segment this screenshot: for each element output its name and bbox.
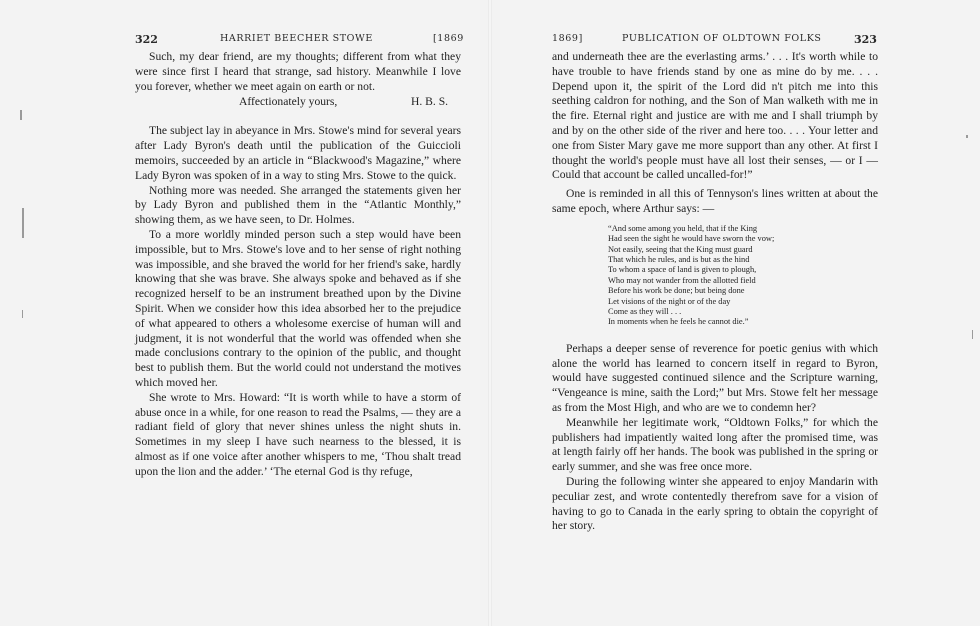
poem-line: That which he rules, and is but as the hind — [608, 254, 750, 264]
right-page-number: 323 — [854, 33, 877, 46]
signature-initials: H. B. S. — [411, 95, 449, 109]
scan-speck — [20, 110, 22, 120]
letter-continuation-paragraph: and underneath thee are the everlasting arms.’ . . . It's worth while to have trouble to have friends stand by one as mine do by me. . . . Depend upon it, the spirit of the Lord did n't pitch me into this seething caldron for nothing, and the Son of Man walketh with me in the fire. Eternal right and justice are with me and I shall triumph by and by on the other side of the river and here too. . . . Your letter and one from Sister Mary gave me more support than any other. At first I thought the world's people must have all lost their senses, — or I — Could that account be called uncalled-for!” — [552, 50, 878, 182]
body-paragraph: She wrote to Mrs. Howard: “It is worth while to have a storm of abuse once in a while, for one reason to read the Psalms, — they are a radiant field of glory that never shines unless the night shuts in. Sometimes in my sleep I have such nearness to the blessed, it is almost as if one voice after another whispers to me, ‘Thou shalt tread upon the lion and the adder.’ ‘The eternal God is thy refuge, — [135, 390, 461, 478]
body-paragraph: During the following winter she appeared to enjoy Mandarin with peculiar zest, and wrote contentedly therefrom save for a vision of having to go to Canada in the early spring to obtain the copyright of her story. — [552, 475, 878, 533]
poem-line: Had seen the sight he would have sworn the vow; — [608, 234, 775, 244]
scan-speck — [972, 330, 973, 339]
left-header-year: [1869 — [433, 33, 464, 44]
poem-line: In moments when he feels he cannot die.” — [608, 317, 749, 327]
left-running-title: HARRIET BEECHER STOWE — [220, 33, 373, 44]
body-paragraph: The subject lay in abeyance in Mrs. Stowe's mind for several years after Lady Byron's death until the publication of the Guiccioli memoirs, succeeded by an article in “Blackwood's Magazine,” where Lady Byron was spoken of in a way to sting Mrs. Stowe to the quick. — [135, 124, 461, 182]
body-paragraph: Perhaps a deeper sense of reverence for poetic genius with which alone the world has learned to concern itself in regard to Byron, would have suggested continued silence and the Scripture warning, “Vengeance is mine, saith the Lord;” but Mrs. Stowe felt her message as from the Most High, and who are we to condemn her? — [552, 341, 878, 415]
poem-line: Not easily, seeing that the King must guard — [608, 244, 753, 254]
scan-speck — [22, 208, 24, 238]
letter-closing-paragraph: Such, my dear friend, are my thoughts; different from what they were since first I heard that strange, sad history. Meanwhile I love you forever, whether we meet again on earth or not. — [135, 50, 461, 93]
poem-line: Who may not wander from the allotted field — [608, 275, 756, 285]
poem-line: Let visions of the night or of the day — [608, 296, 731, 306]
right-page — [490, 0, 980, 626]
left-text-column — [135, 50, 461, 480]
right-header-year: 1869] — [552, 33, 583, 44]
letter-signoff — [135, 95, 461, 110]
signoff-text: Affectionately yours, — [239, 95, 338, 109]
tennyson-quotation — [608, 224, 878, 328]
left-page-number: 322 — [135, 33, 158, 46]
poem-line: To whom a space of land is given to plough, — [608, 265, 757, 275]
right-text-column — [552, 50, 878, 534]
body-paragraph: To a more worldly minded person such a step would have been impossible, but to Mrs. Stowe's love and to her sense of right nothing was impossible, and she braved the world for her friend's sake, hardly knowing that she was brave. She always spoke and behaved as if she recognized herself to be an instrument breathed upon by the Divine Spirit. When we consider how this idea absorbed her to the prejudice of what appeared to others a wholesome exercise of human will and judgment, it is not wonderful that the world was offended when she made conclusions contrary to the opinion of the public, and thought best to publish them. But the world could not understand the motives which moved her. — [135, 227, 461, 389]
tennyson-intro: One is reminded in all this of Tennyson's lines written at about the same epoch, where Arthur says: — — [552, 187, 878, 215]
scan-speck — [22, 310, 23, 318]
body-paragraph: Meanwhile her legitimate work, “Oldtown Folks,” for which the publishers had impatiently waited long after the promised time, was at length fairly off her hands. The book was published in the spring or early summer, and she was free once more. — [552, 415, 878, 474]
poem-line: “And some among you held, that if the King — [608, 223, 758, 233]
body-paragraph: Nothing more was needed. She arranged the statements given her by Lady Byron and published them in the “Atlantic Monthly,” showing them, as we have seen, to Dr. Holmes. — [135, 183, 461, 227]
poem-line: Come as they will . . . — [608, 307, 682, 317]
scan-speck — [966, 135, 968, 138]
poem-line: Before his work be done; but being done — [608, 286, 745, 296]
right-running-title: PUBLICATION OF OLDTOWN FOLKS — [622, 33, 822, 44]
